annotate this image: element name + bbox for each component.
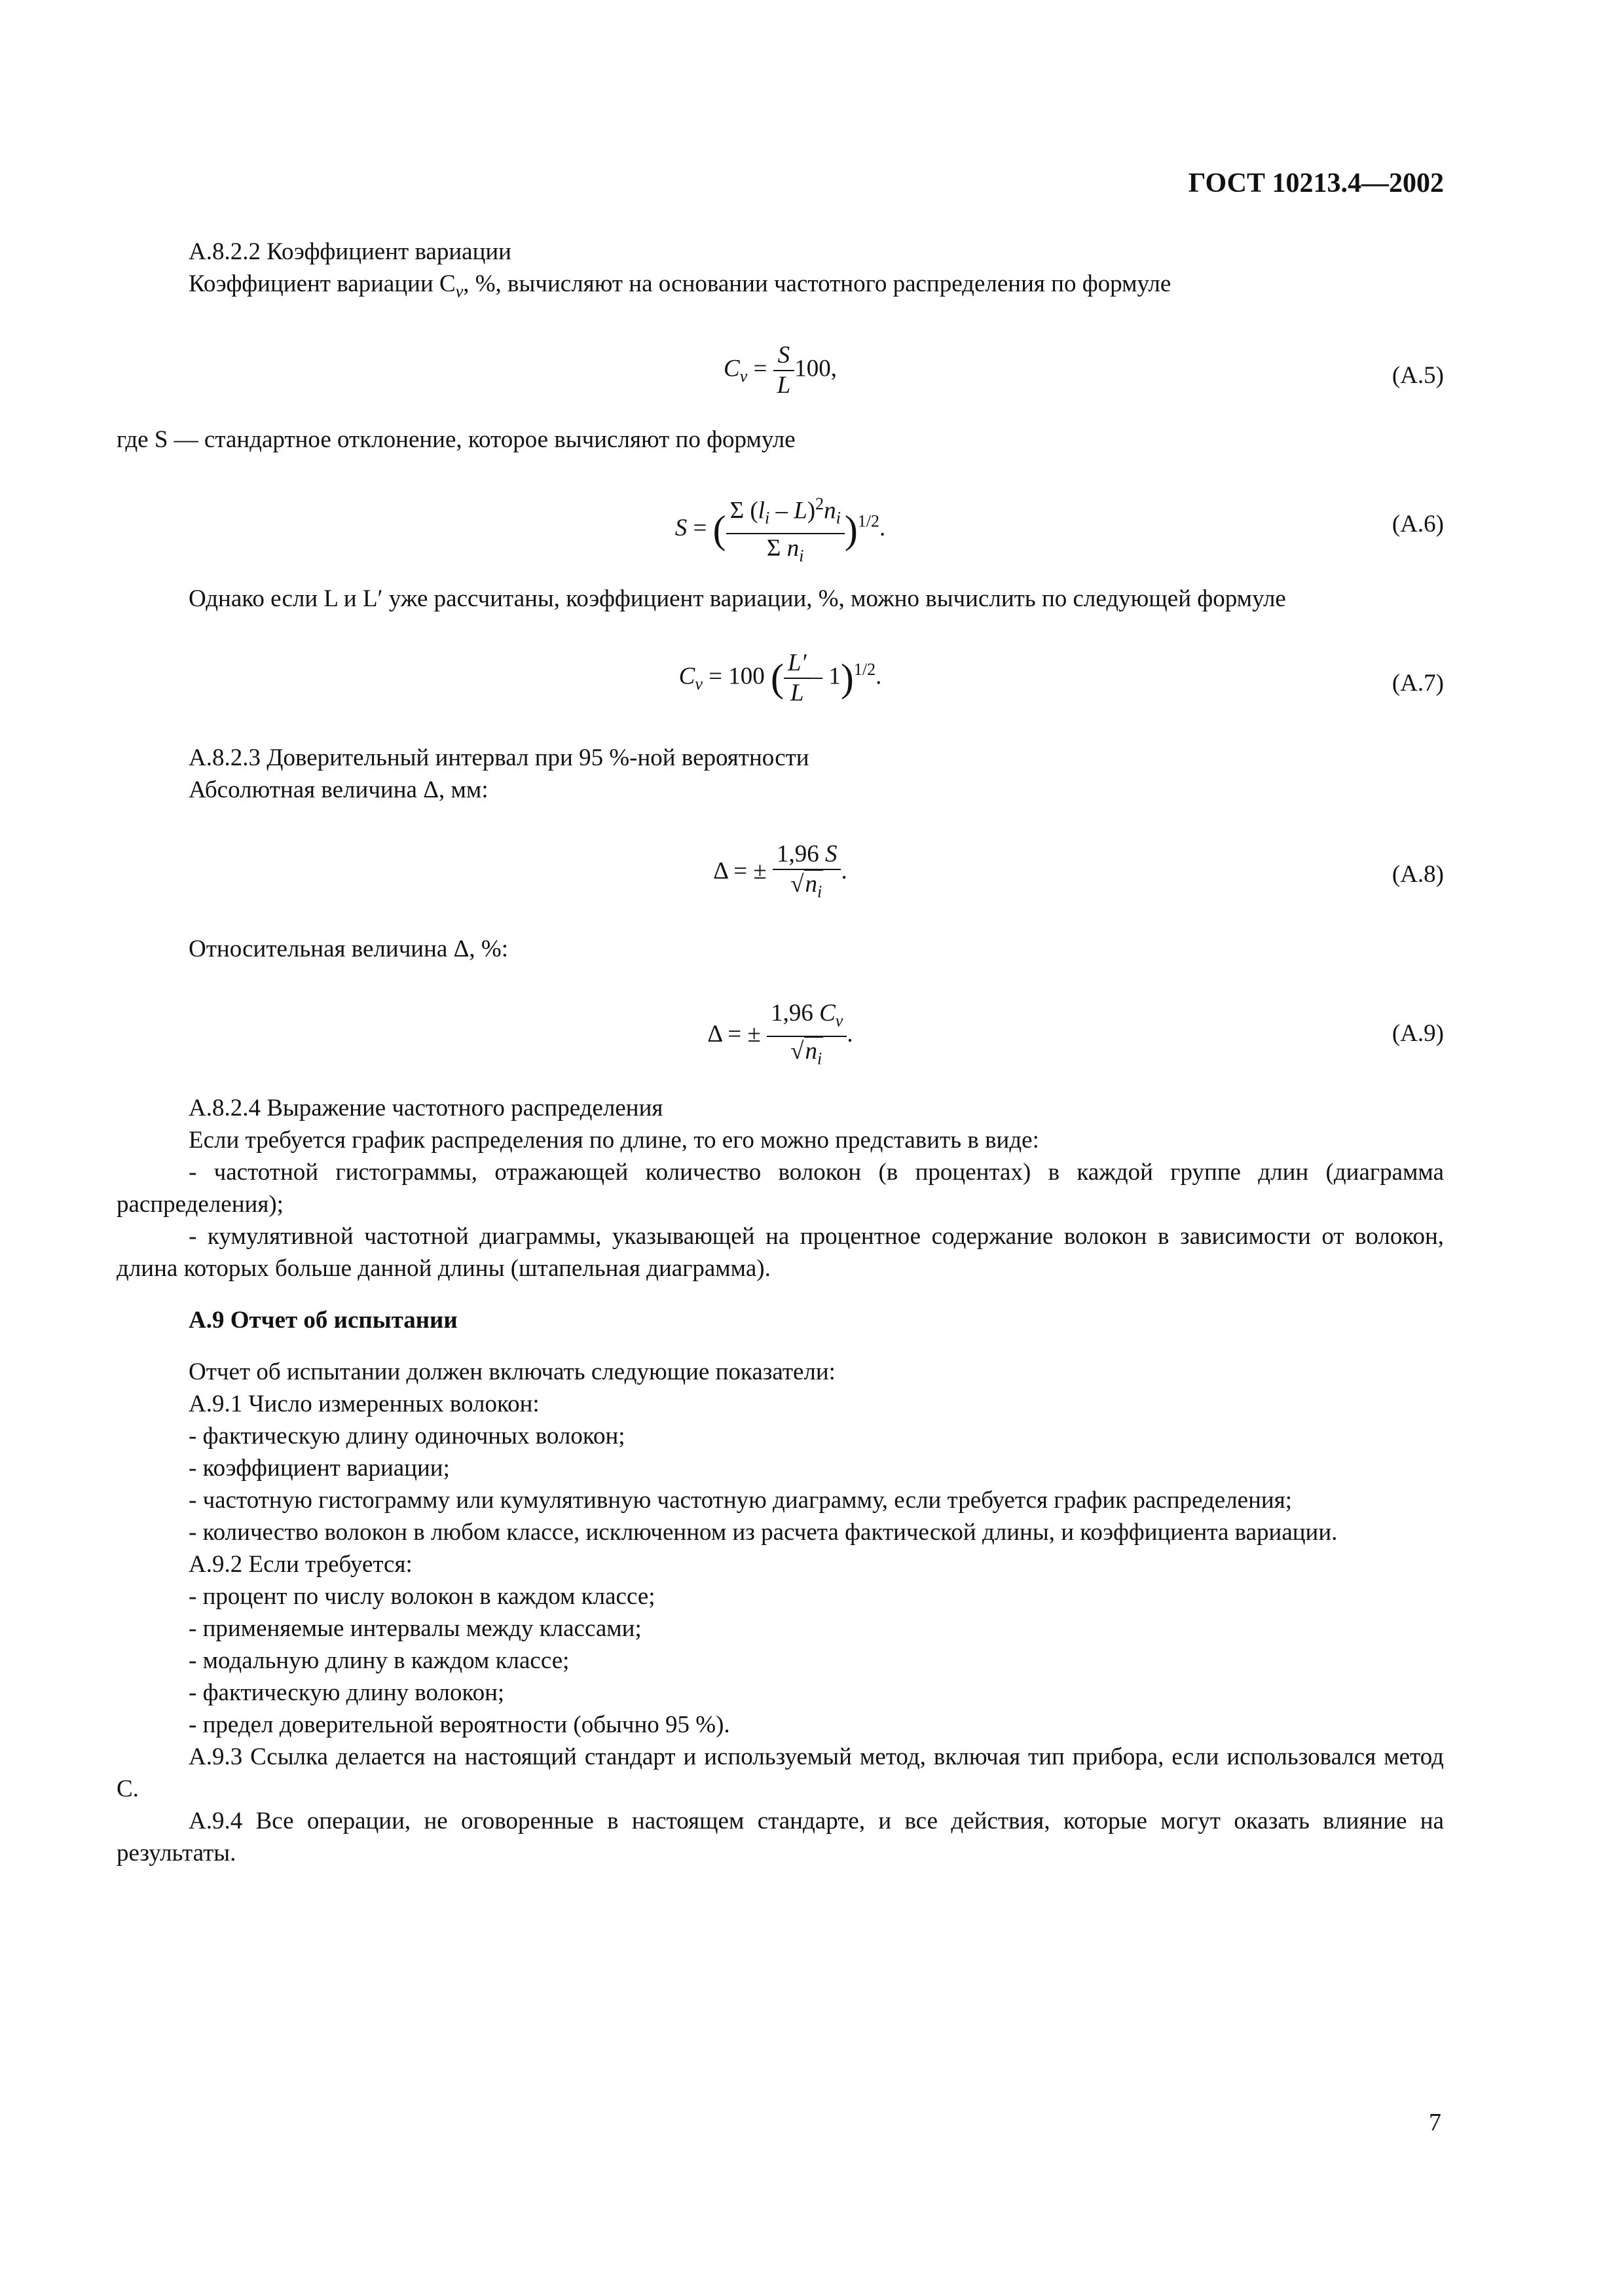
list-item: - модальную длину в каждом классе; xyxy=(189,1647,570,1675)
equation-a8 xyxy=(117,840,1444,913)
section-a824-title: А.8.2.4 Выражение частотного распределения xyxy=(189,1095,663,1122)
list-item: - процент по числу волокон в каждом классе; xyxy=(189,1583,655,1611)
subsection-a94: А.9.4 Все операции, не оговоренные в настоящем стандарте, и все действия, которые могут оказать влияние на результаты. xyxy=(117,1808,1444,1867)
section-a822-title: А.8.2.2 Коэффициент вариации xyxy=(189,238,511,265)
formula: S = ( $\frac{\Sigma (l_i - L)^2n_i}{\Sigma n_i}$ )$^{1/2}$. xyxy=(117,490,1444,570)
section-a9-title: А.9 Отчет об испытании xyxy=(189,1307,458,1334)
equation-a6 xyxy=(117,490,1444,566)
paragraph: Абсолютная величина Δ, мм: xyxy=(189,776,488,804)
list-item: - фактическую длину волокон; xyxy=(189,1679,505,1707)
list-item: - фактическую длину одиночных волокон; xyxy=(189,1423,625,1450)
equation-number: (А.6) xyxy=(1392,511,1444,538)
list-item: - частотной гистограммы, отражающей количество волокон (в процентах) в каждой группе длин (диаграмма распределения); xyxy=(117,1159,1444,1218)
document-header: ГОСТ 10213.4—2002 xyxy=(1188,168,1444,198)
equation-a7 xyxy=(117,649,1444,722)
paragraph: Однако если L и L′ уже рассчитаны, коэффициент вариации, %, можно вычислить по следующей формуле xyxy=(189,585,1286,613)
list-item: - частотную гистограмму или кумулятивную частотную диаграмму, если требуется график распределения; xyxy=(189,1487,1292,1514)
list-item: - количество волокон в любом классе, исключенном из расчета фактической длины, и коэффициента вариации. xyxy=(189,1519,1338,1546)
formula: Δ = ± $\frac{1,96 S}{√n_i}$ . xyxy=(713,841,847,902)
list-item: - предел доверительной вероятности (обычно 95 %). xyxy=(189,1711,730,1739)
formula: Δ = ± $\frac{1,96 C_v}{√n_i}$ . xyxy=(707,1000,853,1068)
list-item: - коэффициент вариации; xyxy=(189,1455,450,1482)
section-a823-title: А.8.2.3 Доверительный интервал при 95 %-ной вероятности xyxy=(189,744,809,772)
equation-number: (А.7) xyxy=(1392,670,1444,697)
equation-number: (А.9) xyxy=(1392,1020,1444,1048)
paragraph: Коэффициент вариации $C_v$, %, вычисляют на основании частотного распределения по формуле xyxy=(189,270,1171,301)
page-number: 7 xyxy=(1429,2109,1441,2136)
paragraph: Если требуется график распределения по длине, то его можно представить в виде: xyxy=(189,1127,1039,1154)
formula: $C_v$ = $\frac{S}{L}$ 100, xyxy=(724,342,837,399)
formula: $C_v = 100$ ( $\frac{L'}{L}$ – 1)$^{1/2}$. xyxy=(678,649,882,707)
equation-number: (А.5) xyxy=(1392,362,1444,390)
equation-number: (А.8) xyxy=(1392,861,1444,888)
subsection-a91: А.9.1 Число измеренных волокон: xyxy=(189,1391,540,1418)
equation-a9 xyxy=(117,999,1444,1072)
equation-a5 xyxy=(117,341,1444,404)
list-item: - применяемые интервалы между классами; xyxy=(189,1615,642,1643)
paragraph: Отчет об испытании должен включать следующие показатели: xyxy=(189,1358,836,1386)
paragraph: где S — стандартное отклонение, которое вычисляют по формуле xyxy=(117,426,796,454)
paragraph: Относительная величина Δ, %: xyxy=(189,936,508,963)
page-content xyxy=(117,236,1444,1869)
list-item: - кумулятивной частотной диаграммы, указывающей на процентное содержание волокон в зависимости от волокон, длина которых больше данной длины (штапельная диаграмма). xyxy=(117,1223,1444,1283)
subsection-a93: А.9.3 Ссылка делается на настоящий стандарт и используемый метод, включая тип прибора, если использовался метод С. xyxy=(117,1743,1444,1803)
subsection-a92: А.9.2 Если требуется: xyxy=(189,1551,413,1578)
